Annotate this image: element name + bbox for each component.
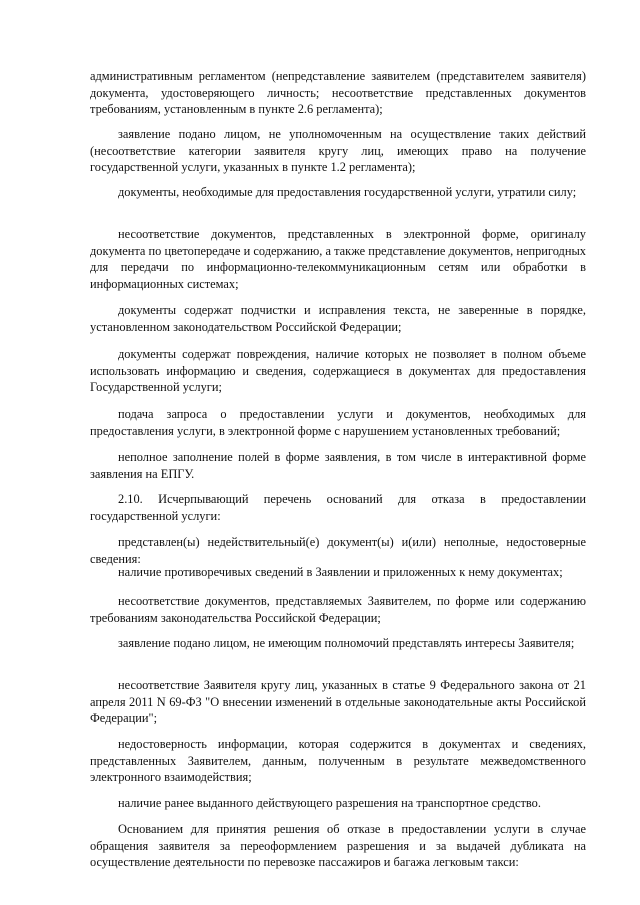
paragraph-existing-permit: наличие ранее выданного действующего разрешения на транспортное средство. xyxy=(118,796,541,810)
paragraph-documents-expired: документы, необходимые для предоставления государственной услуги, утратили силу; xyxy=(118,185,577,199)
paragraph-unauthorized-person: заявление подано лицом, не уполномоченным на осуществление таких действий (несоответствие категории заявителя кругу лиц, имеющих право на получение государственной услуги, указанных в пункте 1.2 регламента); xyxy=(90,127,586,174)
paragraph-federal-law: несоответствие Заявителя кругу лиц, указанных в статье 9 Федерального закона от 21 апреля 2011 N 69-ФЗ "О внесении изменений в отдельные законодательные акты Российской Федерации"; xyxy=(90,678,586,725)
paragraph-nonconformity: несоответствие документов, представляемых Заявителем, по форме или содержанию требованиям законодательства Российской Федерации; xyxy=(90,594,586,625)
paragraph-damage: документы содержат повреждения, наличие которых не позволяет в полном объеме использовать информацию и сведения, содержащиеся в документах для предоставления Государственной услуги; xyxy=(90,347,586,394)
paragraph-erasures: документы содержат подчистки и исправления текста, не заверенные в порядке, установленном законодательством Российской Федерации; xyxy=(90,303,586,334)
paragraph-incomplete-form: неполное заполнение полей в форме заявления, в том числе в интерактивной форме заявления на ЕПГУ. xyxy=(90,450,586,481)
paragraph-invalid-documents: представлен(ы) недействительный(е) документ(ы) и(или) неполные, недостоверные сведения: xyxy=(90,535,586,566)
paragraph-no-authority: заявление подано лицом, не имеющим полномочий представлять интересы Заявителя; xyxy=(118,636,575,650)
paragraph-unreliable-info: недостоверность информации, которая содержится в документах и сведениях, представленных Заявителем, данным, полученным в результате межведомственного электронного взаимодействия; xyxy=(90,737,586,784)
paragraph-electronic-violation: подача запроса о предоставлении услуги и документов, необходимых для предоставления услуги, в электронной форме с нарушением установленных требований; xyxy=(90,407,586,438)
paragraph-contradictory-info: наличие противоречивых сведений в Заявлении и приложенных к нему документах; xyxy=(118,565,563,579)
paragraph-grounds-regulation: административным регламентом (непредставление заявителем (представителем заявителя) документа, удостоверяющего личность; несоответствие представленных документов требованиям, установленным в пункте 2.6 регламента); xyxy=(90,69,586,116)
paragraph-electronic-mismatch: несоответствие документов, представленных в электронной форме, оригиналу документа по цветопередаче и содержанию, а также представление документов, непригодных для передачи по информационно-телекоммуникационным сетям или обработки в информационных системах; xyxy=(90,227,586,291)
section-heading-2-10: 2.10. Исчерпывающий перечень оснований для отказа в предоставлении государственной услуги: xyxy=(90,492,586,523)
paragraph-refusal-grounds: Основанием для принятия решения об отказе в предоставлении услуги в случае обращения заявителя за переоформлением разрешения и за выдачей дубликата на осуществление деятельности по перевозке пассажиров и багажа легковым такси: xyxy=(90,822,586,869)
